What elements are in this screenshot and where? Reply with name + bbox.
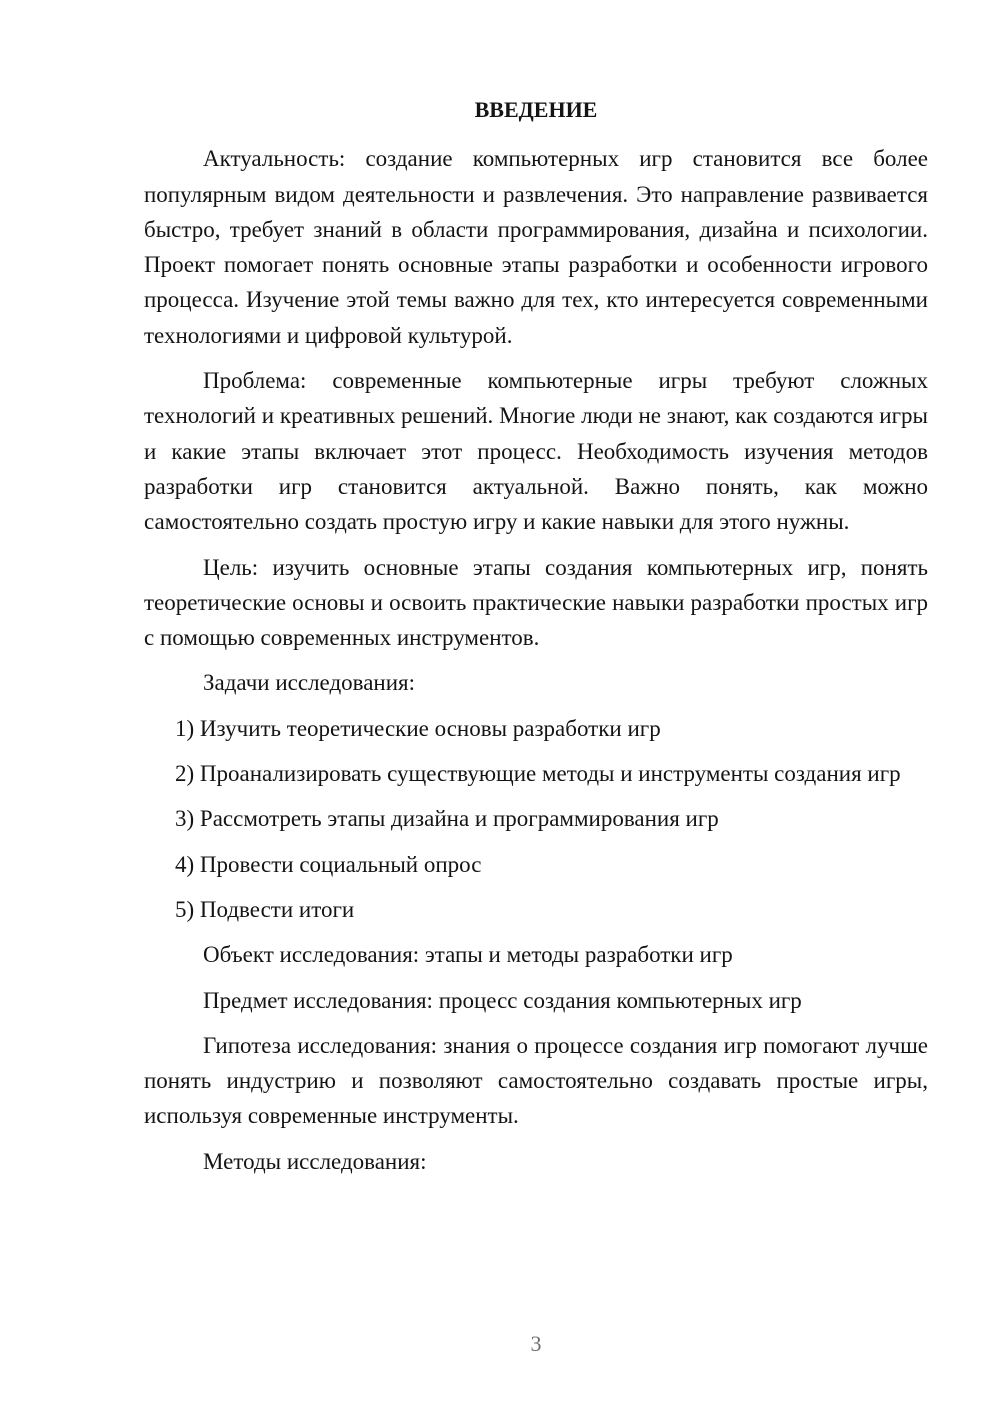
object-line: Объект исследования: этапы и методы разработки игр [203, 942, 733, 968]
relevance-paragraph: Актуальность: создание компьютерных игр становится все более популярным видом деятельности и развлечения. Это направление развивается быстро, требует знаний в области программирования, дизайна и психологии. Проект помогает понять основные этапы разработки и особенности игрового процесса. Изучение этой темы важно для тех, кто интересуется современными технологиями и цифровой культурой. [144, 146, 928, 348]
problem-paragraph: Проблема: современные компьютерные игры требуют сложных технологий и креативных решений. Многие люди не знают, как создаются игры и какие этапы включает этот процесс. Необходимость изучения методов разработки игр становится актуальной. Важно понять, как можно самостоятельно создать простую игру и какие навыки для этого нужны. [144, 368, 928, 535]
task-item: 3) Рассмотреть этапы дизайна и программирования игр [175, 806, 719, 832]
task-item: 1) Изучить теоретические основы разработки игр [175, 715, 661, 741]
tasks-title: Задачи исследования: [203, 670, 416, 696]
page-number: 3 [530, 1331, 542, 1356]
subject-line: Предмет исследования: процесс создания компьютерных игр [203, 987, 802, 1013]
task-item: 5) Подвести итоги [175, 896, 355, 922]
hypothesis-paragraph: Гипотеза исследования: знания о процессе создания игр помогают лучше понять индустрию и позволяют самостоятельно создавать простые игры, используя современные инструменты. [144, 1032, 928, 1129]
section-heading: ВВЕДЕНИЕ [474, 97, 598, 122]
document-body [144, 92, 928, 1189]
task-item: 2) Проанализировать существующие методы и инструменты создания игр [175, 761, 901, 787]
tasks-list [144, 711, 928, 927]
methods-title: Методы исследования: [203, 1148, 427, 1174]
task-item: 4) Провести социальный опрос [175, 851, 482, 877]
goal-paragraph: Цель: изучить основные этапы создания компьютерных игр, понять теоретические основы и освоить практические навыки разработки простых игр с помощью современных инструментов. [144, 554, 928, 651]
